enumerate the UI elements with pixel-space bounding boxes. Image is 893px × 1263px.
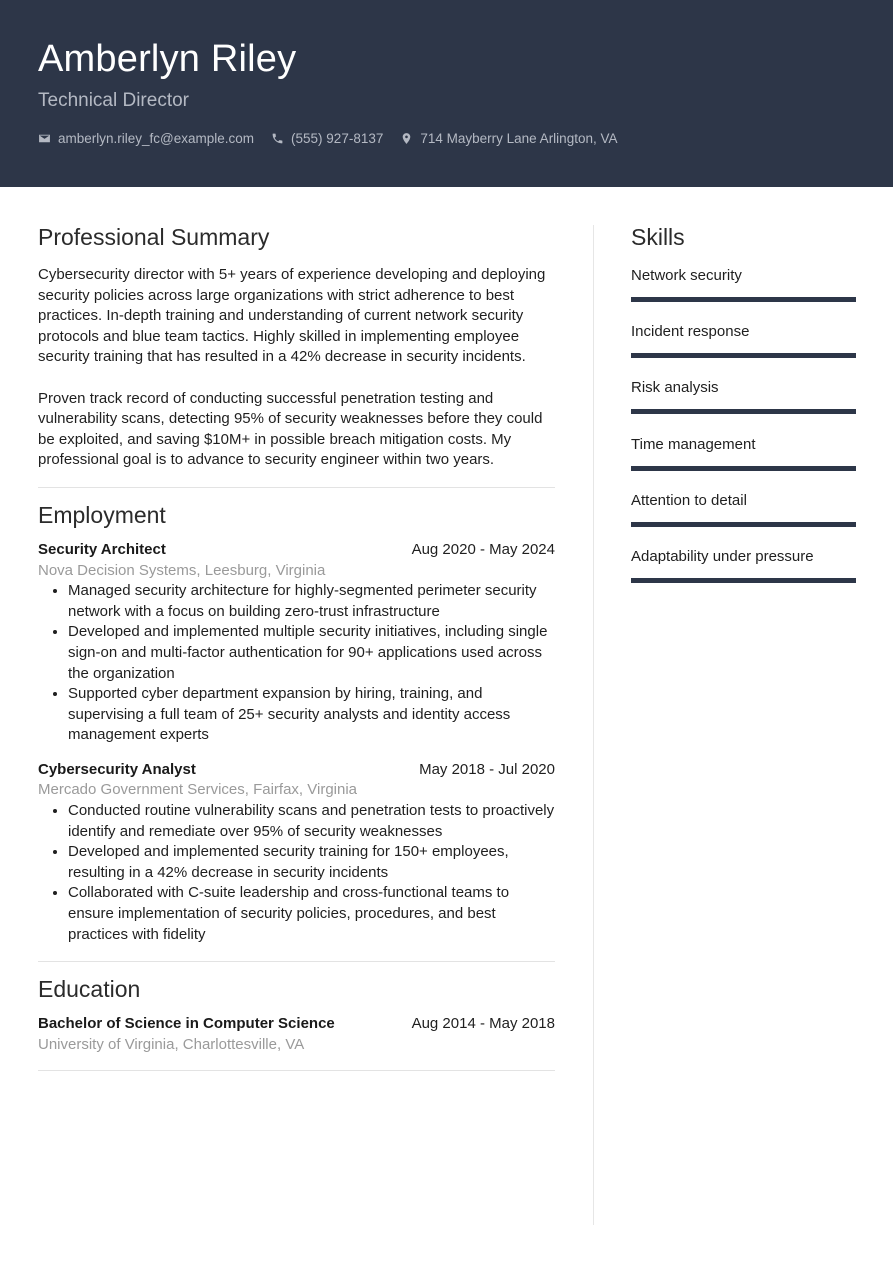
summary-paragraph-2: Proven track record of conducting successful penetration testing and vulnerability scans, detecting 95% of security weaknesses before they could be exploited, and saving $10M+ in possible breach mitigation costs. My professional goal is to advance to security engineer within two years. [38, 389, 543, 469]
skill-label: Time management [631, 435, 756, 453]
job-entry [38, 540, 555, 746]
contact-phone[interactable] [271, 131, 383, 146]
skill-label: Network security [631, 267, 742, 284]
address-text: 714 Mayberry Lane Arlington, VA [420, 131, 618, 146]
education-dates: Aug 2014 - May 2018 [411, 1015, 555, 1033]
skill-level-fill [631, 409, 856, 414]
education-header [38, 1014, 555, 1035]
resume-header [0, 0, 893, 187]
skill-item [631, 322, 856, 342]
skill-item [631, 378, 856, 398]
skill-level-bar [631, 297, 856, 302]
job-bullets [38, 581, 555, 746]
job-title: Cybersecurity Analyst [38, 760, 196, 778]
column-divider [593, 225, 594, 1225]
contact-address [400, 131, 617, 146]
skill-label: Risk analysis [631, 379, 719, 397]
phone-text: (555) 927-8137 [291, 131, 384, 146]
mail-icon [38, 132, 51, 145]
job-dates: May 2018 - Jul 2020 [419, 760, 555, 778]
section-divider [38, 961, 555, 962]
skill-item [631, 266, 856, 286]
summary-paragraph-1: Cybersecurity director with 5+ years of experience developing and deploying security policies across large organizations with strict adherence to best practices. In-depth training and understanding of current network security protocols and blue team tactics. Highly skilled in implementing employee security training that has resulted in a 42% decrease in security incidents. [38, 266, 546, 366]
job-company: Mercado Government Services, Fairfax, Virginia [38, 781, 358, 799]
employment-heading: Employment [38, 501, 166, 528]
list-item: • Conducted routine vulnerability scans and penetration tests to proactively identify and remediate over 95% of security weaknesses [68, 801, 555, 842]
education-entry [38, 1014, 555, 1055]
skills-heading: Skills [631, 224, 685, 250]
skill-label: Attention to detail [631, 491, 747, 509]
section-divider [38, 487, 555, 488]
email-text: amberlyn.riley_fc@example.com [58, 131, 255, 146]
skill-label: Adaptability under pressure [631, 548, 814, 565]
list-item: • Managed security architecture for highly-segmented perimeter security network with a focus on building zero-trust infrastructure [68, 581, 555, 622]
skill-level-fill [631, 466, 856, 471]
skill-level-fill [631, 578, 856, 583]
skill-item [631, 491, 856, 511]
job-title: Security Architect [38, 540, 166, 558]
skill-item [631, 547, 856, 567]
list-item: • Collaborated with C-suite leadership and cross-functional teams to ensure implementation of security policies, procedures, and best practices with fidelity [68, 883, 555, 945]
contact-info [38, 131, 634, 146]
phone-icon [271, 132, 284, 145]
skill-level-bar [631, 409, 856, 414]
school-name: University of Virginia, Charlottesville, VA [38, 1035, 305, 1053]
job-header [38, 760, 555, 781]
job-dates: Aug 2020 - May 2024 [411, 540, 555, 558]
job-entry [38, 760, 555, 945]
list-item: • Supported cyber department expansion by hiring, training, and supervising a full team of 25+ security analysts and identity access management experts [68, 684, 555, 746]
side-column [631, 222, 856, 565]
contact-email[interactable] [38, 131, 254, 146]
list-item: • Developed and implemented security training for 150+ employees, resulting in a 42% decrease in security incidents [68, 842, 555, 883]
degree-title: Bachelor of Science in Computer Science [38, 1015, 335, 1033]
job-bullets [38, 801, 555, 945]
education-heading: Education [38, 976, 141, 1003]
skill-level-fill [631, 297, 856, 302]
skill-label: Incident response [631, 323, 750, 341]
candidate-title: Technical Director [38, 90, 189, 111]
job-company: Nova Decision Systems, Leesburg, Virginia [38, 561, 326, 579]
skill-level-fill [631, 522, 856, 527]
section-divider [38, 1070, 555, 1071]
skill-level-fill [631, 353, 856, 358]
skill-level-bar [631, 466, 856, 471]
skill-level-bar [631, 353, 856, 358]
candidate-name: Amberlyn Riley [38, 38, 297, 80]
summary-heading: Professional Summary [38, 224, 270, 250]
location-pin-icon [400, 132, 413, 145]
skill-item [631, 435, 856, 455]
main-column [38, 222, 555, 1071]
job-header [38, 540, 555, 561]
skill-level-bar [631, 578, 856, 583]
list-item: • Developed and implemented multiple security initiatives, including single sign-on and multi-factor authentication for 90+ applications used across the organization [68, 622, 555, 684]
skill-level-bar [631, 522, 856, 527]
